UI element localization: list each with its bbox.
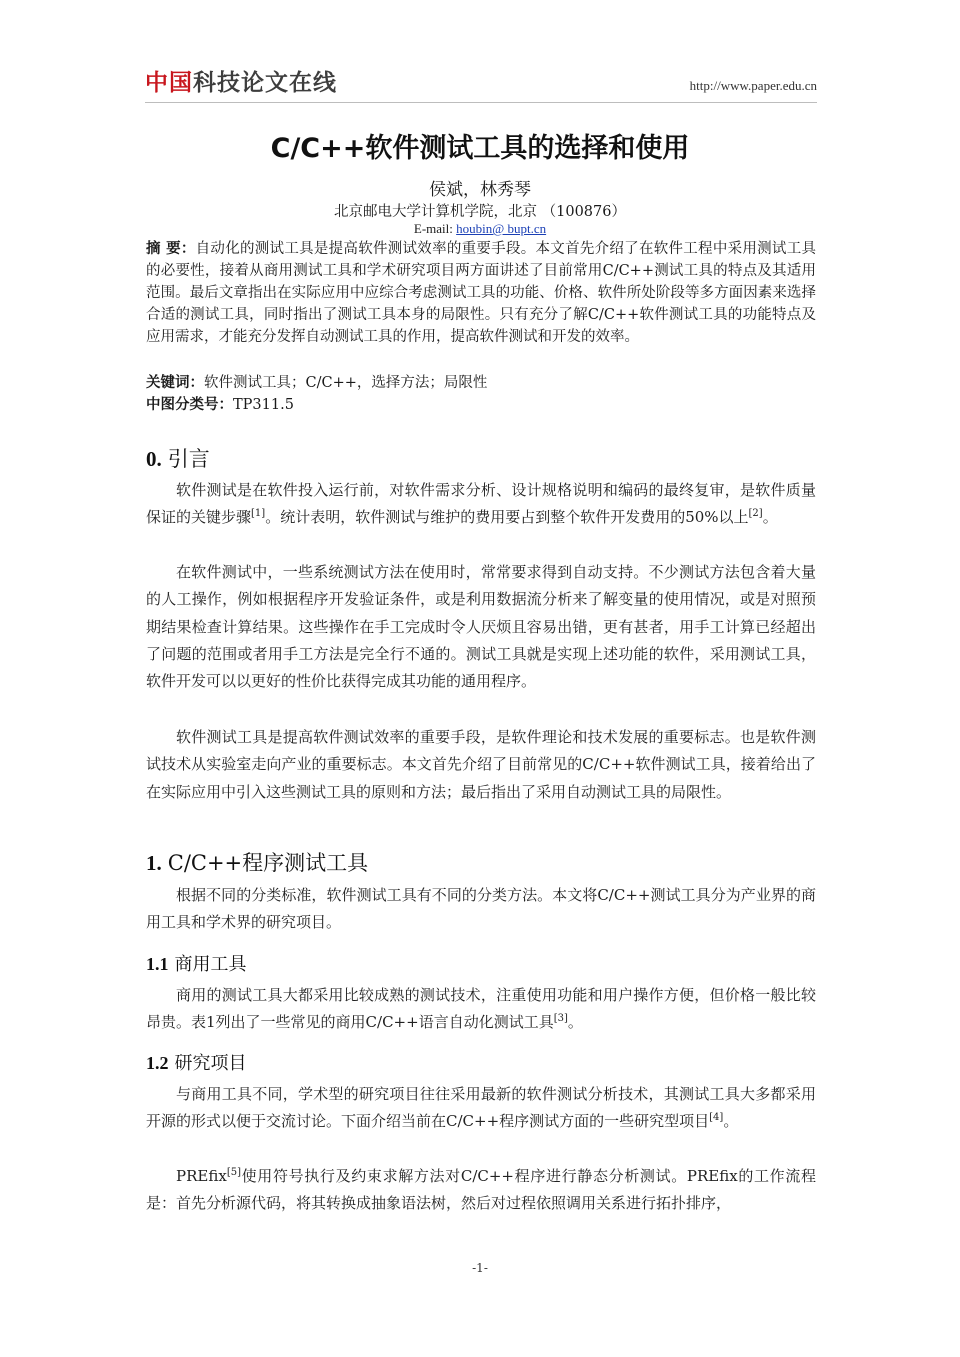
section-heading-1 xyxy=(146,847,368,877)
abstract-label: 摘 要： xyxy=(146,240,196,257)
abstract xyxy=(146,238,816,348)
paragraph-text: 商用的测试工具大都采用比较成熟的测试技术，注重使用功能和用户操作方便，但价格一般比较昂贵。表1列出了一些常见的商用C/C++语言自动化测试工具 xyxy=(146,986,816,1032)
section-title: 商用工具 xyxy=(174,954,247,975)
journal-logo xyxy=(145,64,337,97)
section-number: 0. xyxy=(146,447,162,471)
keywords-text: 软件测试工具；C/C++，选择方法；局限性 xyxy=(204,375,488,391)
paper-affiliation: 北京邮电大学计算机学院，北京 （100876） xyxy=(334,204,626,220)
logo-dark-text: 科技论文在线 xyxy=(193,70,337,96)
paper-email xyxy=(0,221,960,237)
section-number: 1.1 xyxy=(146,954,169,974)
citation[interactable]: [5] xyxy=(226,1167,241,1178)
section-title: 研究项目 xyxy=(174,1053,247,1074)
classification-label: 中图分类号： xyxy=(146,396,233,413)
section-title: 引言 xyxy=(167,447,210,471)
paragraph-text: 与商用工具不同，学术型的研究项目往往采用最新的软件测试分析技术，其测试工具大多都采用开源的形式以便于交流讨论。下面介绍当前在C/C++程序测试方面的一些研究型项目 xyxy=(146,1085,816,1131)
paper-title: C/C++软件测试工具的选择和使用 xyxy=(270,133,690,164)
citation[interactable]: [2] xyxy=(748,508,763,520)
section-heading-0 xyxy=(146,443,210,473)
section-number: 1. xyxy=(146,851,162,875)
section-title: C/C++程序测试工具 xyxy=(167,851,369,875)
section-number: 1.2 xyxy=(146,1053,169,1073)
paragraph xyxy=(146,1081,816,1136)
citation[interactable]: [3] xyxy=(553,1013,568,1025)
keywords-label: 关键词： xyxy=(146,374,204,391)
classification xyxy=(146,393,816,414)
classification-text: TP311.5 xyxy=(233,397,294,413)
paragraph-text: 。 xyxy=(567,1013,583,1032)
journal-header xyxy=(145,62,817,103)
paragraph: 软件测试工具是提高软件测试效率的重要手段，是软件理论和技术发展的重要标志。也是软件测试技术从实验室走向产业的重要标志。本文首先介绍了目前常见的C/C++软件测试工具，接着给出了在实际应用中引入这些测试工具的原则和方法；最后指出了采用自动测试工具的局限性。 xyxy=(146,728,816,801)
subsection-heading-1-1 xyxy=(146,950,247,976)
paragraph-text: 。统计表明，软件测试与维护的费用要占到整个软件开发费用的50%以上 xyxy=(265,508,749,527)
email-link[interactable]: houbin@ bupt.cn xyxy=(456,221,547,236)
citation[interactable]: [4] xyxy=(709,1112,724,1124)
abstract-text: 自动化的测试工具是提高软件测试效率的重要手段。本文首先介绍了在软件工程中采用测试工具的必要性，接着从商用测试工具和学术研究项目两方面讲述了目前常用C/C++测试工具的特点及其适用范围。最后文章指出在实际应用中应综合考虑测试工具的功能、价格、软件所处阶段等多方面因素来选择合适的测试工具，同时指出了测试工具本身的局限性。只有充分了解C/C++软件测试工具的功能特点及应用需求，才能充分发挥自动测试工具的作用，提高软件测试和开发的效率。 xyxy=(146,241,816,345)
paper-authors: 侯斌，林秀琴 xyxy=(429,180,531,200)
paragraph xyxy=(146,477,816,532)
paragraph-text: 。 xyxy=(762,508,778,527)
paragraph-text: 使用符号执行及约束求解方法对C/C++程序进行静态分析测试。PREfix的工作流程是：首先分析源代码，将其转换成抽象语法树，然后对过程依照调用关系进行拓扑排序， xyxy=(146,1167,816,1213)
journal-url[interactable]: http://www.paper.edu.cn xyxy=(689,78,817,93)
paragraph xyxy=(146,982,816,1037)
paragraph: 在软件测试中，一些系统测试方法在使用时，常常要求得到自动支持。不少测试方法包含着大量的人工操作，例如根据程序开发验证条件，或是利用数据流分析来了解变量的使用情况，或是对照预期结果检查计算结果。这些操作在手工完成时令人厌烦且容易出错，更有甚者，用手工计算已经超出了问题的范围或者用手工方法是完全行不通的。测试工具就是实现上述功能的软件，采用测试工具，软件开发可以以更好的性价比获得完成其功能的通用程序。 xyxy=(146,563,816,691)
logo-red-text: 中国 xyxy=(145,70,193,96)
subsection-heading-1-2 xyxy=(146,1049,247,1075)
paragraph-text: PREfix xyxy=(176,1167,227,1185)
citation[interactable]: [1] xyxy=(251,508,266,520)
paragraph: 根据不同的分类标准，软件测试工具有不同的分类方法。本文将C/C++测试工具分为产业界的商用工具和学术界的研究项目。 xyxy=(146,886,816,932)
email-label: E-mail: xyxy=(413,221,453,236)
paragraph-text: 软件测试是在软件投入运行前，对软件需求分析、设计规格说明和编码的最终复审，是软件质量保证的关键步骤 xyxy=(146,481,816,527)
page-number: -1- xyxy=(472,1261,488,1275)
paragraph xyxy=(146,1163,816,1218)
keywords xyxy=(146,371,816,392)
paragraph-text: 。 xyxy=(723,1112,739,1131)
